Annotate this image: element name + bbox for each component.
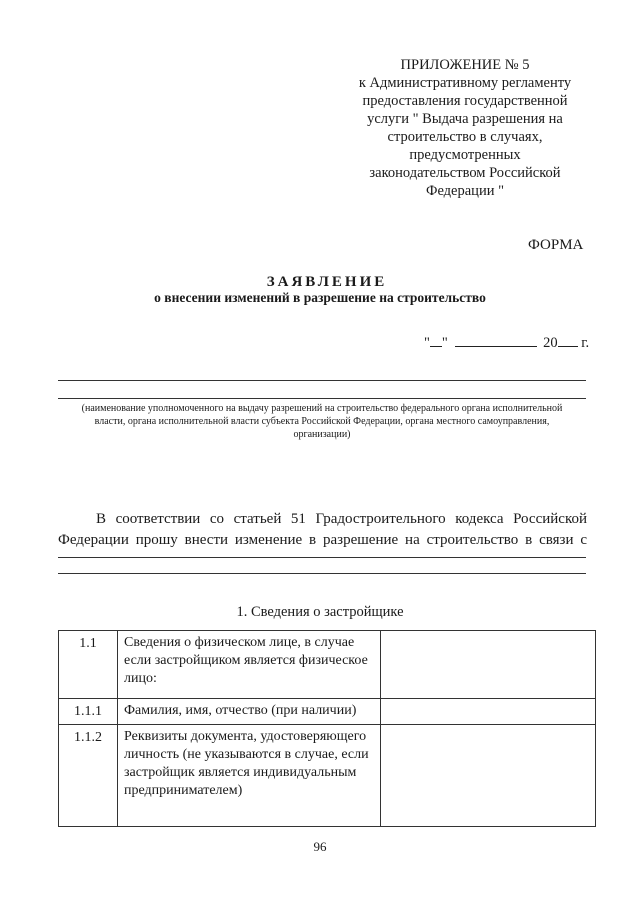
- table-row: [59, 725, 596, 827]
- table-row: [59, 699, 596, 725]
- row-number: 1.1.2: [59, 725, 118, 827]
- appendix-line: законодательством Российской: [369, 165, 561, 181]
- row-value-field[interactable]: [381, 699, 596, 725]
- recipient-blank-line[interactable]: [58, 380, 586, 381]
- year-prefix: 20: [543, 335, 558, 351]
- request-text: [58, 509, 587, 551]
- appendix-line: ПРИЛОЖЕНИЕ № 5: [400, 57, 530, 73]
- year-blank[interactable]: [558, 332, 578, 347]
- recipient-caption: (наименование уполномоченного на выдачу разрешений на строительство федерального органа исполнительной власти, органа исполнительной власти субъекта Российской Федерации, органа местного самоуправления, организации): [81, 403, 563, 440]
- day-blank[interactable]: [430, 332, 442, 347]
- row-value-field[interactable]: [381, 631, 596, 699]
- month-blank[interactable]: [455, 332, 537, 347]
- date-close-quote: ": [441, 335, 448, 351]
- appendix-line: к Административному регламенту: [358, 75, 572, 91]
- page-number: 96: [313, 839, 327, 854]
- appendix-line: строительство в случаях,: [387, 129, 543, 145]
- appendix-header: [340, 56, 590, 200]
- appendix-line: услуги " Выдача разрешения на: [367, 111, 563, 127]
- reason-blank-line[interactable]: [58, 557, 586, 558]
- row-number: 1.1: [59, 631, 118, 699]
- table-row: [59, 631, 596, 699]
- section-title: 1. Сведения о застройщике: [236, 604, 404, 620]
- request-text-content: В соответствии со статьей 51 Градостроительного кодекса Российской Федерации прошу внести изменение в разрешение на строительство в связи с: [58, 511, 587, 548]
- row-value-field[interactable]: [381, 725, 596, 827]
- row-description: Сведения о физическом лице, в случае если застройщиком является физическое лицо:: [118, 631, 381, 699]
- document-subtitle: о внесении изменений в разрешение на строительство: [154, 290, 486, 305]
- developer-info-table: [58, 630, 596, 827]
- year-suffix: г.: [577, 335, 590, 351]
- row-description: Реквизиты документа, удостоверяющего личность (не указываются в случае, если застройщик является индивидуальным предпринимателем): [118, 725, 381, 827]
- row-number: 1.1.1: [59, 699, 118, 725]
- document-title: ЗАЯВЛЕНИЕ: [266, 274, 388, 290]
- reason-blank-line[interactable]: [58, 573, 586, 574]
- date-field: [424, 332, 589, 352]
- appendix-line: Федерации ": [425, 183, 505, 199]
- appendix-line: предоставления государственной: [362, 93, 568, 109]
- row-description: Фамилия, имя, отчество (при наличии): [118, 699, 381, 725]
- appendix-line: предусмотренных: [409, 147, 521, 163]
- date-open-quote: ": [424, 335, 430, 351]
- recipient-blank-line[interactable]: [58, 398, 586, 399]
- form-label: ФОРМА: [528, 237, 584, 253]
